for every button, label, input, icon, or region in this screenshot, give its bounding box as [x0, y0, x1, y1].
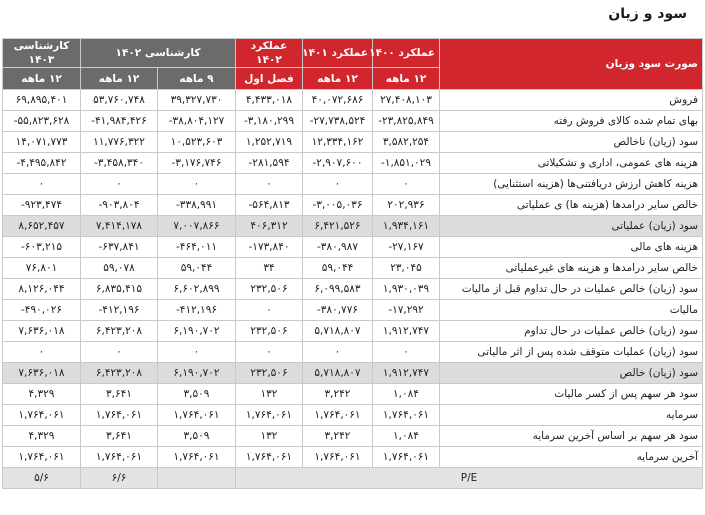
- cell-value: ۲۳,۰۴۵: [373, 258, 440, 279]
- cell-value: -۴۱۲,۱۹۶: [81, 300, 158, 321]
- row-label: هزینه کاهش ارزش دریافتنی‌ها (هزینه استثنایی): [440, 174, 703, 195]
- row-label: سود هر سهم پس از کسر مالیات: [440, 384, 703, 405]
- header-forecast-1402: کارشناسی ۱۴۰۲: [81, 39, 236, 68]
- cell-value: ۵۹,۰۷۸: [81, 258, 158, 279]
- cell-value: ۵,۷۱۸,۸۰۷: [303, 363, 373, 384]
- header-row-top: [3, 39, 703, 68]
- cell-value: ۳,۲۴۲: [303, 426, 373, 447]
- table-row: [3, 279, 703, 300]
- cell-value: -۶۳۷,۸۴۱: [81, 237, 158, 258]
- cell-value: ۳,۵۸۲,۲۵۴: [373, 132, 440, 153]
- cell-value: ۲۳۲,۵۰۶: [236, 279, 303, 300]
- cell-value: ۰: [303, 174, 373, 195]
- cell-value: ۵۹,۰۴۴: [303, 258, 373, 279]
- income-statement-table: [2, 38, 703, 489]
- row-label: سود هر سهم بر اساس آخرین سرمایه: [440, 426, 703, 447]
- cell-value: -۴۱,۹۸۴,۴۲۶: [81, 111, 158, 132]
- cell-value: ۰: [158, 174, 236, 195]
- cell-value: ۲۳۲,۵۰۶: [236, 363, 303, 384]
- cell-value: ۰: [236, 300, 303, 321]
- cell-value: ۰: [81, 342, 158, 363]
- cell-value: -۲,۹۰۷,۶۰۰: [303, 153, 373, 174]
- cell-value: ۲۰۲,۹۳۶: [373, 195, 440, 216]
- cell-value: ۰: [3, 342, 81, 363]
- cell-value: -۳۸۰,۷۷۶: [303, 300, 373, 321]
- cell-value: -۳۳۸,۹۹۱: [158, 195, 236, 216]
- row-label: هزینه های عمومی، اداری و تشکیلاتی: [440, 153, 703, 174]
- cell-value: ۱,۷۶۴,۰۶۱: [303, 447, 373, 468]
- cell-value: ۶,۸۳۵,۴۱۵: [81, 279, 158, 300]
- header-actual-1402: عملکرد ۱۴۰۲: [236, 39, 303, 68]
- table-row: [3, 300, 703, 321]
- cell-value: ۳۴: [236, 258, 303, 279]
- row-label: آخرین سرمایه: [440, 447, 703, 468]
- cell-value: ۶,۱۹۰,۷۰۲: [158, 363, 236, 384]
- cell-value: -۳,۱۸۰,۲۹۹: [236, 111, 303, 132]
- cell-value: ۱,۷۶۴,۰۶۱: [158, 447, 236, 468]
- cell-value: ۱,۰۸۴: [373, 384, 440, 405]
- cell-value: ۰: [303, 342, 373, 363]
- header-actual-1401: عملکرد ۱۴۰۱: [303, 39, 373, 68]
- table-row: [3, 132, 703, 153]
- pe-row: [3, 468, 703, 489]
- cell-value: ۳۹,۳۲۷,۷۳۰: [158, 90, 236, 111]
- row-label: سود (زیان) ناخالص: [440, 132, 703, 153]
- cell-value: ۱,۷۶۴,۰۶۱: [81, 447, 158, 468]
- cell-value: ۵۹,۰۴۴: [158, 258, 236, 279]
- cell-value: ۸,۶۵۲,۴۵۷: [3, 216, 81, 237]
- pe-value: ۵/۶: [3, 468, 81, 489]
- row-label: فروش: [440, 90, 703, 111]
- cell-value: ۴۰۶,۳۱۲: [236, 216, 303, 237]
- sub-header-1403: ۱۲ ماهه: [3, 68, 81, 90]
- pe-label: P/E: [236, 468, 703, 489]
- sub-header-1401: ۱۲ ماهه: [303, 68, 373, 90]
- cell-value: ۵,۷۱۸,۸۰۷: [303, 321, 373, 342]
- table-row: [3, 342, 703, 363]
- table-row: [3, 321, 703, 342]
- table-row: [3, 447, 703, 468]
- cell-value: ۰: [158, 342, 236, 363]
- cell-value: ۱۱,۷۷۶,۳۲۲: [81, 132, 158, 153]
- cell-value: ۶۹,۸۹۵,۴۰۱: [3, 90, 81, 111]
- row-label: خالص سایر درامدها (هزینه ها) ی عملیاتی: [440, 195, 703, 216]
- row-label: سود (زیان) عملیات متوقف شده پس از اثر مالیاتی: [440, 342, 703, 363]
- cell-value: ۴,۴۳۳,۰۱۸: [236, 90, 303, 111]
- cell-value: ۶,۰۹۹,۵۸۳: [303, 279, 373, 300]
- cell-value: -۱,۸۵۱,۰۲۹: [373, 153, 440, 174]
- cell-value: ۷,۰۰۷,۸۶۶: [158, 216, 236, 237]
- cell-value: ۱,۷۶۴,۰۶۱: [236, 405, 303, 426]
- cell-value: ۵۳,۷۶۰,۷۴۸: [81, 90, 158, 111]
- row-label: بهای تمام شده کالای فروش رفته: [440, 111, 703, 132]
- cell-value: ۰: [236, 174, 303, 195]
- table-body: [3, 90, 703, 489]
- cell-value: ۱۲,۳۳۴,۱۶۲: [303, 132, 373, 153]
- cell-value: ۱۳۲: [236, 384, 303, 405]
- cell-value: -۱۷,۲۹۲: [373, 300, 440, 321]
- cell-value: ۰: [236, 342, 303, 363]
- cell-value: -۳,۰۰۵,۰۳۶: [303, 195, 373, 216]
- cell-value: -۲۷,۷۳۸,۵۲۴: [303, 111, 373, 132]
- row-label: مالیات: [440, 300, 703, 321]
- header-actual-1400: عملکرد ۱۴۰۰: [373, 39, 440, 68]
- cell-value: ۷,۶۳۶,۰۱۸: [3, 363, 81, 384]
- row-label: سود (زیان) خالص عملیات در حال تداوم: [440, 321, 703, 342]
- cell-value: ۱,۷۶۴,۰۶۱: [81, 405, 158, 426]
- cell-value: ۱۳۲: [236, 426, 303, 447]
- cell-value: -۳,۴۵۸,۳۴۰: [81, 153, 158, 174]
- cell-value: ۱۴,۰۷۱,۷۷۳: [3, 132, 81, 153]
- cell-value: ۰: [373, 342, 440, 363]
- cell-value: -۳,۱۷۶,۷۴۶: [158, 153, 236, 174]
- cell-value: ۱,۹۳۰,۰۳۹: [373, 279, 440, 300]
- cell-value: ۱۰,۵۲۳,۶۰۳: [158, 132, 236, 153]
- cell-value: ۲۳۲,۵۰۶: [236, 321, 303, 342]
- row-label: سود (زیان) عملیاتی: [440, 216, 703, 237]
- table-row: [3, 153, 703, 174]
- cell-value: -۵۶۴,۸۱۳: [236, 195, 303, 216]
- cell-value: ۶,۶۰۲,۸۹۹: [158, 279, 236, 300]
- cell-value: ۰: [3, 174, 81, 195]
- table-row: [3, 405, 703, 426]
- cell-value: ۳,۶۴۱: [81, 384, 158, 405]
- table-row: [3, 237, 703, 258]
- cell-value: ۱,۷۶۴,۰۶۱: [236, 447, 303, 468]
- pe-value: ۶/۶: [81, 468, 158, 489]
- cell-value: ۱,۲۵۲,۷۱۹: [236, 132, 303, 153]
- cell-value: ۰: [81, 174, 158, 195]
- table-row: [3, 174, 703, 195]
- cell-value: ۷,۶۳۶,۰۱۸: [3, 321, 81, 342]
- cell-value: ۱,۹۱۲,۷۴۷: [373, 321, 440, 342]
- page-title: سود و زیان: [608, 6, 687, 22]
- cell-value: -۲۷,۱۶۷: [373, 237, 440, 258]
- cell-value: ۱,۹۱۲,۷۴۷: [373, 363, 440, 384]
- row-label: سود (زیان) خالص: [440, 363, 703, 384]
- cell-value: ۱,۷۶۴,۰۶۱: [303, 405, 373, 426]
- cell-value: -۹۲۳,۴۷۴: [3, 195, 81, 216]
- cell-value: ۱,۰۸۴: [373, 426, 440, 447]
- table-row: [3, 426, 703, 447]
- cell-value: ۶,۴۲۳,۲۰۸: [81, 321, 158, 342]
- cell-value: ۳,۵۰۹: [158, 426, 236, 447]
- sub-header-1402-q1: فصل اول: [236, 68, 303, 90]
- cell-value: ۶,۴۲۱,۵۲۶: [303, 216, 373, 237]
- cell-value: -۲۳,۸۲۵,۸۴۹: [373, 111, 440, 132]
- sub-header-1400: ۱۲ ماهه: [373, 68, 440, 90]
- table-row: [3, 384, 703, 405]
- cell-value: ۳,۵۰۹: [158, 384, 236, 405]
- row-label: سود (زیان) خالص عملیات در حال تداوم قبل از مالیات: [440, 279, 703, 300]
- pe-empty-cell: [158, 468, 236, 489]
- row-label: خالص سایر درامدها و هزینه های غیرعملیاتی: [440, 258, 703, 279]
- cell-value: -۶۰۳,۲۱۵: [3, 237, 81, 258]
- sub-header-1402-12m: ۱۲ ماهه: [81, 68, 158, 90]
- cell-value: ۰: [373, 174, 440, 195]
- cell-value: ۲۷,۴۰۸,۱۰۳: [373, 90, 440, 111]
- cell-value: ۱,۷۶۴,۰۶۱: [3, 405, 81, 426]
- header-forecast-1403: کارشناسی ۱۴۰۳: [3, 39, 81, 68]
- cell-value: -۳۸,۸۰۴,۱۲۷: [158, 111, 236, 132]
- cell-value: ۱,۷۶۴,۰۶۱: [373, 447, 440, 468]
- cell-value: -۴۹۰,۰۲۶: [3, 300, 81, 321]
- cell-value: ۱,۹۳۴,۱۶۱: [373, 216, 440, 237]
- cell-value: ۷۶,۸۰۱: [3, 258, 81, 279]
- cell-value: -۴۶۴,۰۱۱: [158, 237, 236, 258]
- cell-value: ۳,۲۴۲: [303, 384, 373, 405]
- cell-value: ۱,۷۶۴,۰۶۱: [3, 447, 81, 468]
- cell-value: ۱,۷۶۴,۰۶۱: [158, 405, 236, 426]
- row-label: هزینه های مالی: [440, 237, 703, 258]
- cell-value: -۴,۴۹۵,۸۴۲: [3, 153, 81, 174]
- cell-value: ۴,۳۲۹: [3, 426, 81, 447]
- sub-header-1402-9m: ۹ ماهه: [158, 68, 236, 90]
- row-label-header: صورت سود وزیان: [440, 39, 703, 90]
- cell-value: ۶,۴۲۳,۲۰۸: [81, 363, 158, 384]
- table-row: [3, 195, 703, 216]
- cell-value: ۴۰,۰۷۲,۶۸۶: [303, 90, 373, 111]
- cell-value: ۶,۱۹۰,۷۰۲: [158, 321, 236, 342]
- table-row: [3, 363, 703, 384]
- cell-value: -۲۸۱,۵۹۴: [236, 153, 303, 174]
- cell-value: -۳۸۰,۹۸۷: [303, 237, 373, 258]
- cell-value: ۴,۳۲۹: [3, 384, 81, 405]
- cell-value: -۹۰۳,۸۰۴: [81, 195, 158, 216]
- cell-value: ۱,۷۶۴,۰۶۱: [373, 405, 440, 426]
- table-row: [3, 216, 703, 237]
- table-row: [3, 111, 703, 132]
- table-row: [3, 90, 703, 111]
- cell-value: -۱۷۳,۸۴۰: [236, 237, 303, 258]
- row-label: سرمایه: [440, 405, 703, 426]
- table-row: [3, 258, 703, 279]
- cell-value: -۵۵,۸۲۳,۶۲۸: [3, 111, 81, 132]
- cell-value: -۴۱۲,۱۹۶: [158, 300, 236, 321]
- cell-value: ۳,۶۴۱: [81, 426, 158, 447]
- cell-value: ۸,۱۲۶,۰۴۴: [3, 279, 81, 300]
- cell-value: ۷,۴۱۴,۱۷۸: [81, 216, 158, 237]
